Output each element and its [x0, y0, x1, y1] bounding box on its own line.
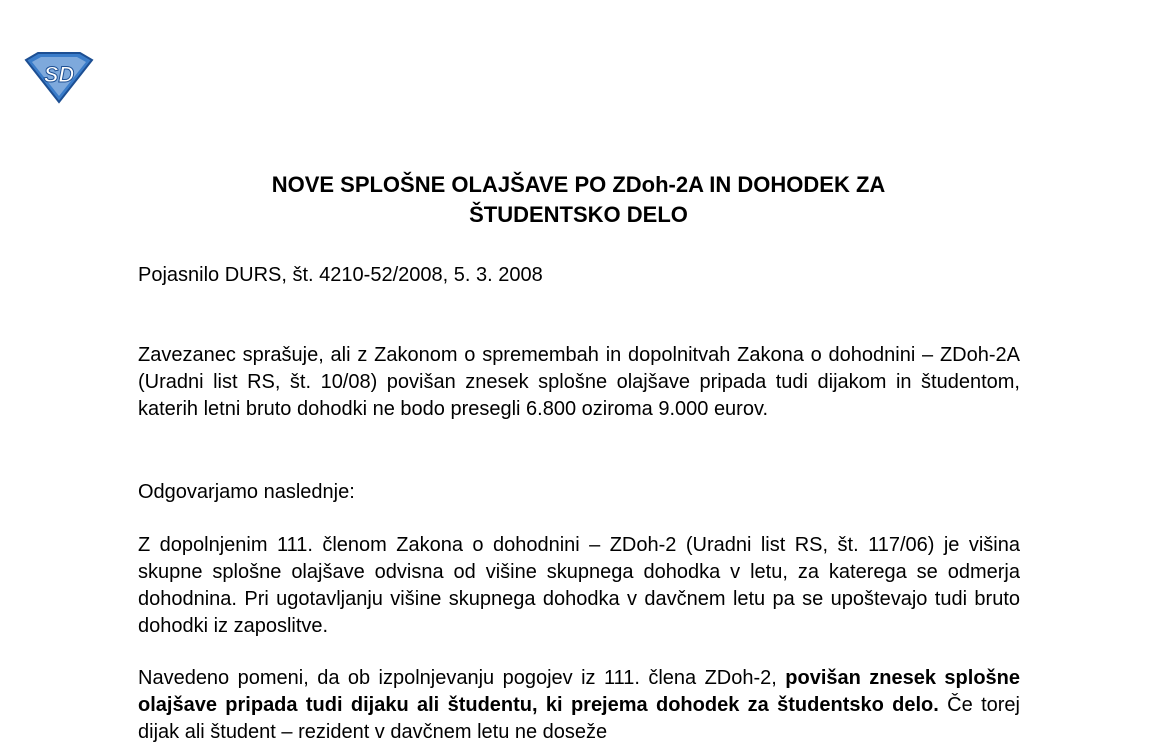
document-title: [0, 170, 1157, 230]
conclusion-text-end: Če torej dijak ali študent – rezident v davčnem letu ne doseže: [138, 694, 1020, 743]
conclusion-text-bold: povišan znesek splošne olajšave pripada tudi dijaku ali študentu, ki prejema dohodek za študentsko delo.: [138, 667, 1021, 716]
paragraph-law-explanation: Z dopolnjenim 111. členom Zakona o dohodnini – ZDoh-2 (Uradni list RS, št. 117/06) je višina skupne splošne olajšave odvisna od višine skupnega dohodka v letu, za katerega se odmerja dohodnina. Pri ugotavljanju višine skupnega dohodka v davčnem letu pa se upoštevajo tudi bruto dohodki iz zaposlitve.: [138, 534, 1020, 637]
paragraph-question: Zavezanec sprašuje, ali z Zakonom o spremembah in dopolnitvah Zakona o dohodnini – ZDoh-2A (Uradni list RS, št. 10/08) povišan znesek splošne olajšave pripada tudi dijakom in študentom, katerih letni bruto dohodki ne bodo presegli 6.800 oziroma 9.000 eurov.: [138, 344, 1020, 420]
document-reference: Pojasnilo DURS, št. 4210-52/2008, 5. 3. 2008: [138, 264, 543, 286]
title-line-1: NOVE SPLOŠNE OLAJŠAVE PO ZDoh-2A IN DOHODEK ZA: [271, 172, 886, 197]
title-line-2: ŠTUDENTSKO DELO: [469, 202, 688, 227]
logo-text: SD: [43, 62, 75, 87]
conclusion-text-start: Navedeno pomeni, da ob izpolnjevanju pogojev iz 111. člena ZDoh-2,: [138, 667, 786, 689]
paragraph-answer-intro: Odgovarjamo naslednje:: [138, 481, 355, 503]
paragraph-conclusion: [138, 665, 1020, 746]
company-logo: [22, 50, 96, 104]
